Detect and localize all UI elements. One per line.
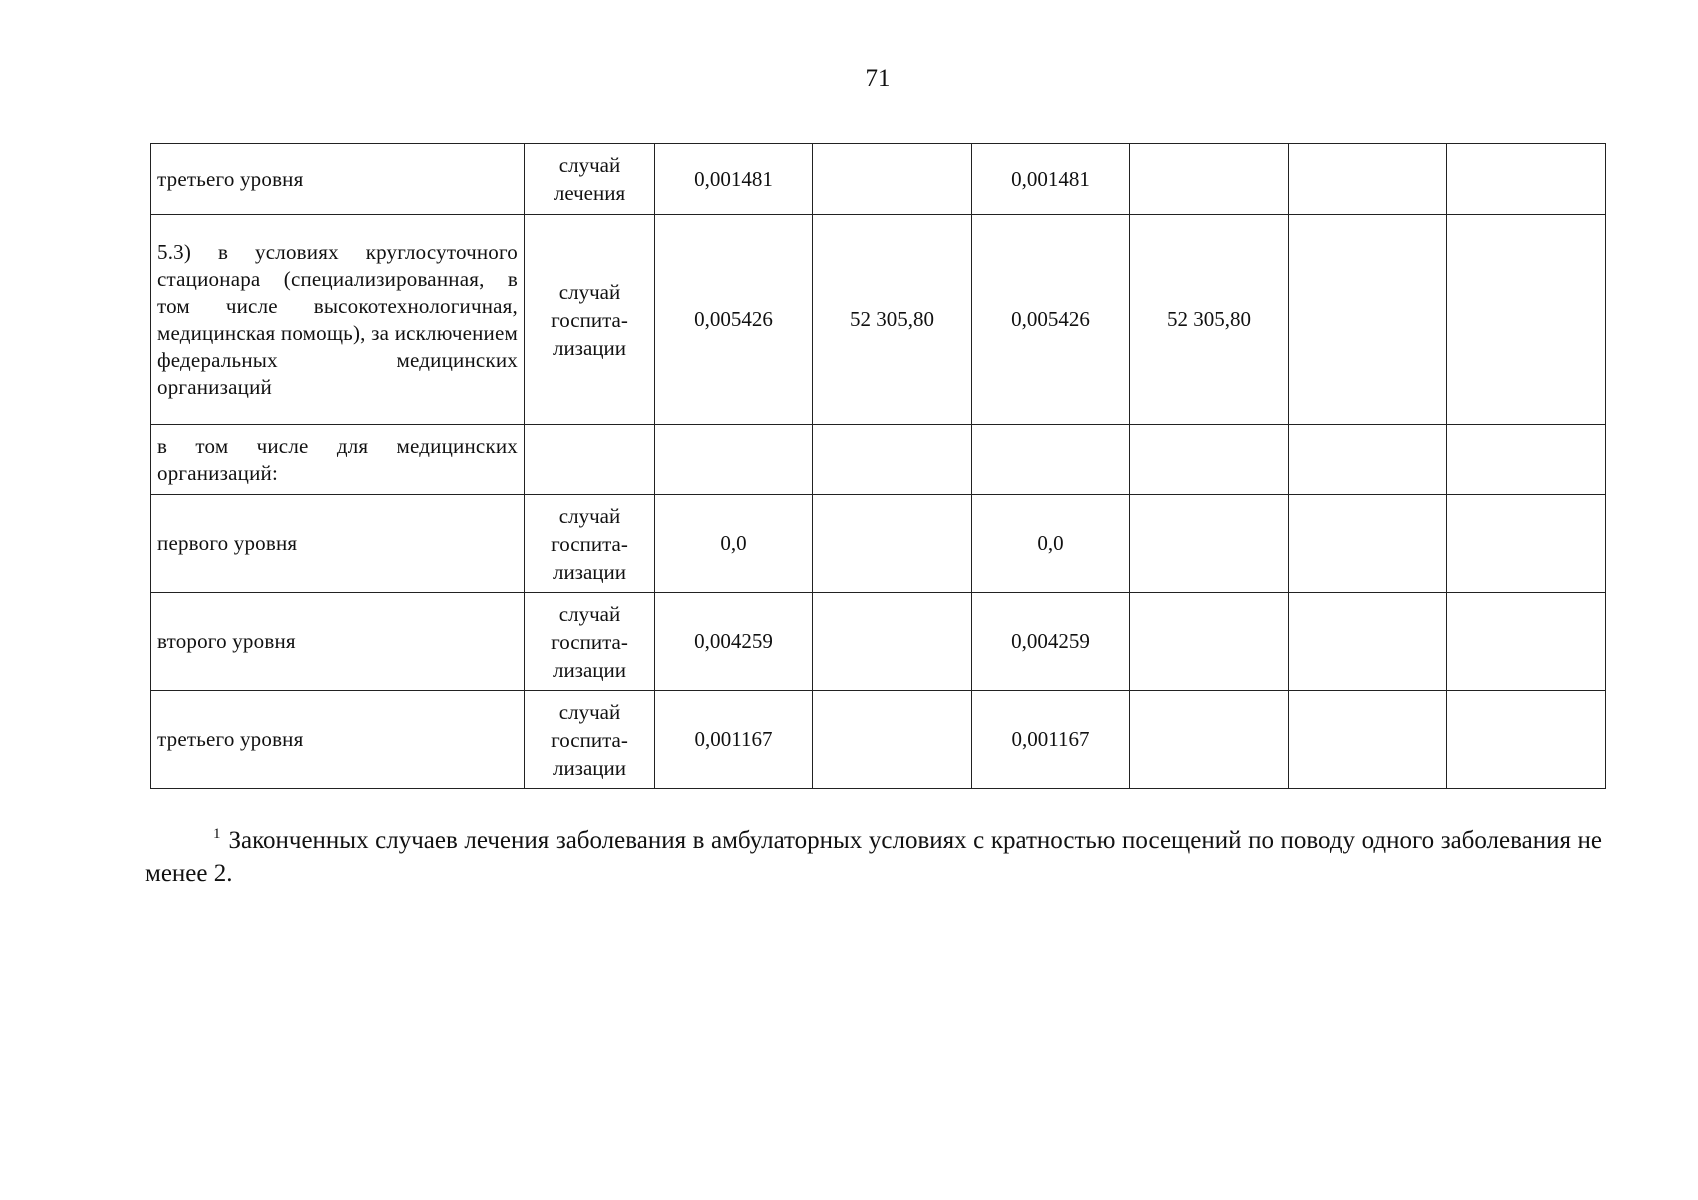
value-cell: 0,001167	[972, 691, 1130, 789]
value-cell	[1447, 593, 1606, 691]
row-unit-cell: случай госпита-лизации	[525, 691, 655, 789]
row-name-cell: третьего уровня	[151, 144, 525, 215]
value-cell	[1447, 425, 1606, 495]
value-cell: 0,0	[655, 495, 813, 593]
table-row	[151, 144, 1606, 215]
value-cell: 0,004259	[655, 593, 813, 691]
value-cell	[1447, 215, 1606, 425]
value-cell	[813, 425, 972, 495]
value-cell	[1289, 144, 1447, 215]
table-row	[151, 495, 1606, 593]
value-cell	[1447, 144, 1606, 215]
row-name-cell: первого уровня	[151, 495, 525, 593]
value-cell	[1130, 691, 1289, 789]
value-cell: 52 305,80	[813, 215, 972, 425]
table-row	[151, 691, 1606, 789]
value-cell	[813, 691, 972, 789]
value-cell	[1130, 593, 1289, 691]
page-number: 71	[865, 65, 891, 92]
value-cell: 0,005426	[655, 215, 813, 425]
row-name-cell: в том числе для медицинских организаций:	[151, 425, 525, 495]
value-cell	[1289, 495, 1447, 593]
value-cell	[1130, 495, 1289, 593]
row-unit-cell: случай госпита-лизации	[525, 593, 655, 691]
table-row	[151, 215, 1606, 425]
value-cell	[1130, 425, 1289, 495]
row-unit-cell: случай госпита-лизации	[525, 495, 655, 593]
value-cell	[1289, 425, 1447, 495]
table-row	[151, 593, 1606, 691]
table-row	[151, 425, 1606, 495]
value-cell	[813, 593, 972, 691]
value-cell	[1289, 691, 1447, 789]
value-cell: 0,005426	[972, 215, 1130, 425]
row-unit-cell	[525, 425, 655, 495]
footnote-marker: 1	[213, 826, 221, 842]
value-cell	[1447, 495, 1606, 593]
value-cell	[1289, 215, 1447, 425]
value-cell: 0,001167	[655, 691, 813, 789]
row-unit-cell: случай госпита-лизации	[525, 215, 655, 425]
value-cell: 0,001481	[972, 144, 1130, 215]
value-cell	[1289, 593, 1447, 691]
footnote	[145, 824, 1602, 890]
value-cell	[813, 144, 972, 215]
row-name-cell: второго уровня	[151, 593, 525, 691]
value-cell	[1130, 144, 1289, 215]
value-cell	[813, 495, 972, 593]
value-cell: 52 305,80	[1130, 215, 1289, 425]
value-cell: 0,001481	[655, 144, 813, 215]
value-cell: 0,0	[972, 495, 1130, 593]
value-cell: 0,004259	[972, 593, 1130, 691]
value-cell	[972, 425, 1130, 495]
footnote-text: Законченных случаев лечения заболевания в амбулаторных условиях с кратностью посещений по поводу одного заболевания не менее 2.	[145, 827, 1602, 887]
row-unit-cell: случай лечения	[525, 144, 655, 215]
row-name-cell: третьего уровня	[151, 691, 525, 789]
data-table	[150, 143, 1606, 789]
value-cell	[655, 425, 813, 495]
value-cell	[1447, 691, 1606, 789]
row-name-cell: 5.3) в условиях круглосуточного стационара (специализированная, в том числе высокотехнологичная, медицинская помощь), за исключением федеральных медицинских организаций	[151, 215, 525, 425]
